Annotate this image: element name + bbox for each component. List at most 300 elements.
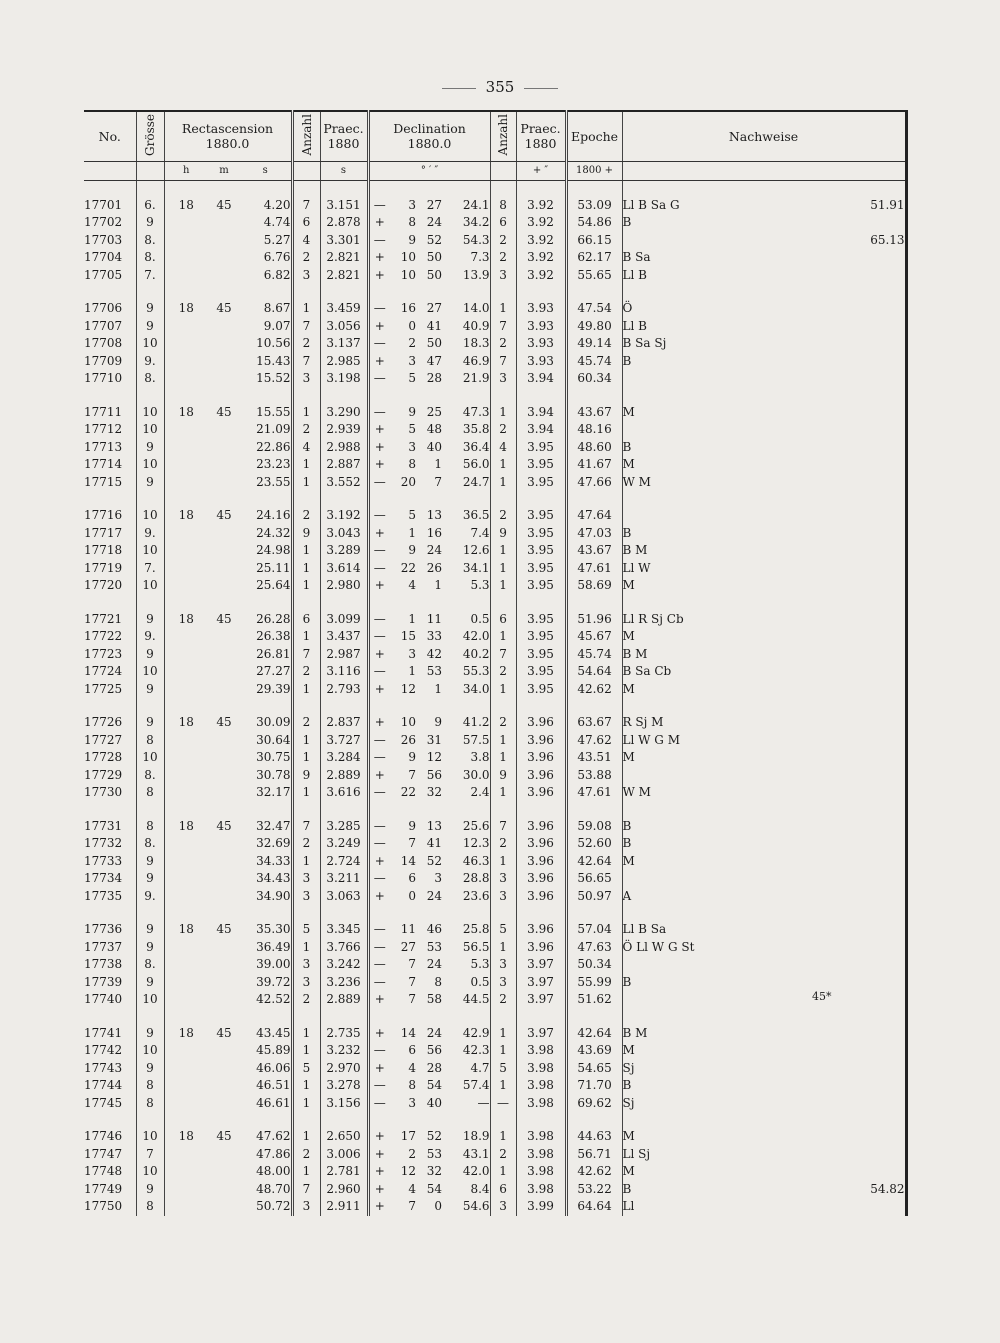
table-row <box>84 560 906 578</box>
star-number-cell: 17711 <box>84 404 123 419</box>
ra-precession-cell: 3.151 <box>320 197 368 215</box>
magnitude-cell: 10 <box>136 1042 164 1060</box>
ra-hours-cell <box>164 646 208 664</box>
decl-seconds-cell: 46.3 <box>462 853 490 868</box>
ra-count-cell: 7 <box>292 353 320 371</box>
star-number-cell: 17709 <box>84 353 123 368</box>
references-cell: W M <box>622 784 792 802</box>
ra-count-cell: 3 <box>292 956 320 974</box>
ra-minutes-cell <box>208 628 240 646</box>
decl-seconds-cell: 46.9 <box>462 353 490 368</box>
references-cell: B <box>622 1181 792 1199</box>
decl-count-cell: 3 <box>490 870 516 888</box>
decl-precession-cell: 3.96 <box>516 853 566 871</box>
magnitude-cell: 9 <box>136 214 164 232</box>
table-row <box>84 249 906 267</box>
extra-note-cell <box>792 370 906 388</box>
epoch-cell: 43.67 <box>566 542 622 560</box>
decl-seconds-cell: — <box>477 1095 490 1110</box>
references-cell: Ll R Sj Cb <box>622 611 792 629</box>
decl-count-cell: 1 <box>490 1128 516 1146</box>
extra-note-cell <box>792 767 906 785</box>
references-cell: Ll B <box>622 318 792 336</box>
ra-precession-cell: 2.878 <box>320 214 368 232</box>
unit-seconds: s <box>240 161 292 180</box>
references-cell: B <box>622 353 792 371</box>
signature-mark: 45* <box>812 990 832 1003</box>
table-row <box>84 421 906 439</box>
decl-sign-cell: + <box>368 525 390 543</box>
decl-sign-cell: + <box>368 456 390 474</box>
decl-precession-cell: 3.98 <box>516 1128 566 1146</box>
decl-seconds-cell: 42.0 <box>462 1164 490 1178</box>
ra-hours-cell <box>164 749 208 767</box>
star-number-cell: 17743 <box>84 1060 123 1075</box>
table-row <box>84 956 906 974</box>
references-cell: B <box>622 214 792 232</box>
decl-minutes-cell: 32 <box>426 785 442 799</box>
magnitude-cell: 9 <box>136 474 164 492</box>
ra-minutes-cell <box>208 542 240 560</box>
references-cell: B <box>622 525 792 543</box>
references-cell: Ö <box>622 300 792 318</box>
decl-count-cell: 1 <box>490 784 516 802</box>
ra-precession-cell: 3.198 <box>320 370 368 388</box>
decl-sign-cell: + <box>368 853 390 871</box>
decl-precession-cell: 3.98 <box>516 1042 566 1060</box>
decl-sign-cell: + <box>368 318 390 336</box>
table-row <box>84 749 906 767</box>
decl-minutes-cell: 52 <box>426 232 442 247</box>
ra-hours-cell <box>164 767 208 785</box>
ra-count-cell: 3 <box>292 888 320 906</box>
extra-note-cell: 65.13 <box>792 232 906 250</box>
decl-precession-cell: 3.96 <box>516 767 566 785</box>
decl-count-cell: 6 <box>490 214 516 232</box>
star-number-cell: 17722 <box>84 629 123 643</box>
decl-precession-cell: 3.92 <box>516 197 566 215</box>
magnitude-cell: 9. <box>136 525 164 543</box>
magnitude-cell: 9 <box>136 611 164 629</box>
references-cell: B <box>622 974 792 992</box>
decl-minutes-cell: 11 <box>426 611 442 626</box>
ra-count-cell: 1 <box>292 1077 320 1095</box>
decl-minutes-cell: 53 <box>426 664 442 678</box>
ra-minutes-cell <box>208 974 240 992</box>
extra-note-cell: 54.82 <box>792 1181 906 1199</box>
star-number-cell: 17710 <box>84 371 123 385</box>
ra-minutes-cell <box>208 474 240 492</box>
decl-degrees-cell: 14 <box>400 853 416 868</box>
decl-count-cell: 7 <box>490 318 516 336</box>
decl-degrees-cell: 9 <box>408 750 416 764</box>
ra-minutes-cell: 45 <box>216 922 232 936</box>
ra-count-cell: 1 <box>292 681 320 699</box>
magnitude-cell: 9 <box>136 1060 164 1078</box>
ra-minutes-cell <box>208 335 240 353</box>
references-cell: R Sj M <box>622 714 792 732</box>
decl-degrees-cell: 5 <box>408 371 416 385</box>
ra-minutes-cell <box>208 681 240 699</box>
references-cell: Ll B Sa G <box>622 197 792 215</box>
ra-seconds-cell: 42.52 <box>256 992 291 1006</box>
decl-minutes-cell: 56 <box>426 767 442 782</box>
star-number-cell: 17717 <box>84 525 123 540</box>
ra-seconds-cell: 43.45 <box>256 1025 291 1040</box>
magnitude-cell: 10 <box>136 991 164 1009</box>
ra-hours-cell <box>164 681 208 699</box>
magnitude-cell: 8. <box>136 767 164 785</box>
ra-count-cell: 1 <box>292 749 320 767</box>
ra-minutes-cell: 45 <box>216 1129 232 1143</box>
decl-degrees-cell: 1 <box>408 525 416 540</box>
table-row <box>84 1163 906 1181</box>
table-row <box>84 318 906 336</box>
star-number-cell: 17707 <box>84 318 123 333</box>
references-cell <box>622 991 792 1009</box>
table-row <box>84 404 906 422</box>
page-number-text: 355 <box>485 78 515 96</box>
decl-count-cell: 1 <box>490 300 516 318</box>
star-number-cell: 17733 <box>84 853 123 868</box>
references-cell: Ll W G M <box>622 732 792 750</box>
group-spacer <box>84 388 906 404</box>
ra-seconds-cell: 48.70 <box>256 1181 291 1196</box>
ra-hours-cell <box>164 318 208 336</box>
ra-hours-cell <box>164 939 208 957</box>
decl-degrees-cell: 8 <box>408 457 416 471</box>
extra-note-cell <box>792 439 906 457</box>
ra-hours-cell <box>164 888 208 906</box>
ra-minutes-cell: 45 <box>216 611 232 626</box>
table-row <box>84 767 906 785</box>
ra-seconds-cell: 46.51 <box>256 1078 291 1092</box>
magnitude-cell: 10 <box>136 577 164 595</box>
ra-count-cell: 1 <box>292 300 320 318</box>
extra-note-cell <box>792 646 906 664</box>
star-number-cell: 17705 <box>84 267 123 282</box>
decl-degrees-cell: 9 <box>408 232 416 247</box>
decl-seconds-cell: 34.1 <box>462 560 490 575</box>
ra-count-cell: 1 <box>292 1163 320 1181</box>
ra-minutes-cell <box>208 784 240 802</box>
decl-degrees-cell: 3 <box>408 197 416 212</box>
extra-note-cell <box>792 939 906 957</box>
star-number-cell: 17703 <box>84 232 123 247</box>
decl-seconds-cell: 42.3 <box>462 1043 490 1057</box>
ra-seconds-cell: 10.56 <box>256 336 291 350</box>
extra-note-cell <box>792 1042 906 1060</box>
ra-minutes-cell: 45 <box>216 508 232 522</box>
decl-count-cell: 1 <box>490 542 516 560</box>
decl-precession-cell: 3.96 <box>516 870 566 888</box>
ra-count-cell: 1 <box>292 404 320 422</box>
decl-count-cell: 1 <box>490 1025 516 1043</box>
decl-sign-cell: — <box>368 974 390 992</box>
ra-count-cell: 3 <box>292 370 320 388</box>
decl-precession-cell: 3.96 <box>516 835 566 853</box>
magnitude-cell: 10 <box>136 421 164 439</box>
decl-minutes-cell: 54 <box>426 1078 442 1092</box>
decl-precession-cell: 3.95 <box>516 577 566 595</box>
epoch-cell: 54.64 <box>566 663 622 681</box>
star-number-cell: 17736 <box>84 922 123 936</box>
magnitude-cell: 9. <box>136 888 164 906</box>
ra-seconds-cell: 47.62 <box>256 1129 291 1143</box>
references-cell: Sj <box>622 1060 792 1078</box>
ra-hours-cell: 18 <box>164 714 208 732</box>
magnitude-cell: 10 <box>136 749 164 767</box>
magnitude-cell: 9 <box>136 974 164 992</box>
epoch-cell: 52.60 <box>566 835 622 853</box>
ra-minutes-cell <box>208 1198 240 1216</box>
decl-precession-cell: 3.99 <box>516 1198 566 1216</box>
decl-degrees-cell: 8 <box>408 215 416 229</box>
extra-note-cell <box>792 714 906 732</box>
decl-precession-cell: 3.98 <box>516 1077 566 1095</box>
ra-count-cell: 1 <box>292 456 320 474</box>
magnitude-cell: 10 <box>136 507 164 525</box>
extra-note-cell <box>792 560 906 578</box>
decl-minutes-cell: 47 <box>426 353 442 368</box>
decl-seconds-cell: 2.4 <box>470 785 490 799</box>
epoch-cell: 47.66 <box>566 474 622 492</box>
ra-minutes-cell <box>208 1181 240 1199</box>
decl-precession-cell: 3.95 <box>516 542 566 560</box>
decl-sign-cell: + <box>368 1128 390 1146</box>
ra-minutes-cell <box>208 318 240 336</box>
references-cell <box>622 421 792 439</box>
ra-precession-cell: 3.278 <box>320 1077 368 1095</box>
group-spacer <box>84 1112 906 1128</box>
decl-precession-cell: 3.95 <box>516 681 566 699</box>
header-declination: Declination 1880.0 <box>368 111 490 161</box>
table-row <box>84 1025 906 1043</box>
ra-precession-cell: 3.727 <box>320 732 368 750</box>
star-number-cell: 17728 <box>84 750 123 764</box>
ra-precession-cell: 3.043 <box>320 525 368 543</box>
references-cell: B <box>622 1077 792 1095</box>
references-cell: M <box>622 1042 792 1060</box>
group-spacer <box>84 491 906 507</box>
magnitude-cell: 7. <box>136 267 164 285</box>
decl-precession-cell: 3.96 <box>516 939 566 957</box>
unit-minutes: m <box>208 161 240 180</box>
extra-note-cell <box>792 577 906 595</box>
decl-seconds-cell: 56.5 <box>462 939 490 954</box>
ra-hours-cell <box>164 1181 208 1199</box>
decl-degrees-cell: 10 <box>400 267 416 282</box>
decl-degrees-cell: 12 <box>400 1164 416 1178</box>
table-row <box>84 991 906 1009</box>
epoch-cell: 47.03 <box>566 525 622 543</box>
ra-precession-cell: 2.793 <box>320 681 368 699</box>
ra-seconds-cell: 29.39 <box>256 681 291 696</box>
decl-precession-cell: 3.92 <box>516 249 566 267</box>
epoch-cell: 63.67 <box>566 714 622 732</box>
decl-count-cell: 2 <box>490 335 516 353</box>
epoch-cell: 47.61 <box>566 560 622 578</box>
decl-minutes-cell: 26 <box>426 560 442 575</box>
magnitude-cell: 8. <box>136 835 164 853</box>
magnitude-cell: 10 <box>136 404 164 422</box>
decl-sign-cell: — <box>368 784 390 802</box>
table-row <box>84 542 906 560</box>
decl-seconds-cell: 23.6 <box>462 888 490 903</box>
ra-seconds-cell: 39.72 <box>256 974 291 989</box>
ra-precession-cell: 3.459 <box>320 300 368 318</box>
epoch-cell: 45.74 <box>566 353 622 371</box>
group-spacer <box>84 180 906 197</box>
ra-minutes-cell: 45 <box>216 1025 232 1040</box>
ra-seconds-cell: 26.38 <box>256 629 291 643</box>
star-number-cell: 17715 <box>84 474 123 489</box>
ra-hours-cell <box>164 1163 208 1181</box>
decl-degrees-cell: 7 <box>408 767 416 782</box>
ra-count-cell: 5 <box>292 1060 320 1078</box>
references-cell: B Sa Sj <box>622 335 792 353</box>
decl-degrees-cell: 22 <box>400 785 416 799</box>
star-number-cell: 17746 <box>84 1129 123 1143</box>
table-row <box>84 1077 906 1095</box>
ra-minutes-cell <box>208 663 240 681</box>
ra-minutes-cell <box>208 1095 240 1113</box>
ra-minutes-cell <box>208 232 240 250</box>
decl-precession-cell: 3.93 <box>516 353 566 371</box>
decl-precession-cell: 3.95 <box>516 628 566 646</box>
decl-seconds-cell: 12.6 <box>462 543 490 557</box>
ra-seconds-cell: 25.11 <box>256 560 291 575</box>
decl-degrees-cell: 7 <box>408 992 416 1006</box>
star-number-cell: 17723 <box>84 646 123 661</box>
decl-degrees-cell: 10 <box>400 715 416 729</box>
decl-precession-cell: 3.95 <box>516 525 566 543</box>
ra-seconds-cell: 30.64 <box>256 732 291 747</box>
extra-note-cell <box>792 749 906 767</box>
extra-note-cell <box>792 1128 906 1146</box>
decl-sign-cell: — <box>368 939 390 957</box>
star-number-cell: 17739 <box>84 974 123 989</box>
references-cell: M <box>622 1163 792 1181</box>
references-cell <box>622 507 792 525</box>
decl-count-cell: 1 <box>490 474 516 492</box>
decl-seconds-cell: 7.3 <box>470 250 490 264</box>
epoch-cell: 43.67 <box>566 404 622 422</box>
references-cell <box>622 232 792 250</box>
ra-hours-cell <box>164 1146 208 1164</box>
decl-minutes-cell: 25 <box>426 404 442 419</box>
decl-minutes-cell: 16 <box>426 525 442 540</box>
ra-count-cell: 7 <box>292 646 320 664</box>
extra-note-cell <box>792 507 906 525</box>
extra-note-cell <box>792 991 906 1009</box>
ra-seconds-cell: 23.55 <box>256 474 291 489</box>
ra-seconds-cell: 39.00 <box>256 957 291 971</box>
table-row <box>84 784 906 802</box>
ra-precession-cell: 2.781 <box>320 1163 368 1181</box>
ra-precession-cell: 2.985 <box>320 353 368 371</box>
magnitude-cell: 9 <box>136 939 164 957</box>
ra-hours-cell <box>164 1077 208 1095</box>
extra-note-cell <box>792 956 906 974</box>
star-number-cell: 17716 <box>84 508 123 522</box>
magnitude-cell: 8. <box>136 370 164 388</box>
ra-count-cell: 1 <box>292 732 320 750</box>
ra-minutes-cell: 45 <box>216 715 232 729</box>
decl-precession-cell: 3.97 <box>516 991 566 1009</box>
decl-sign-cell: — <box>368 921 390 939</box>
ra-hours-cell <box>164 974 208 992</box>
epoch-cell: 42.62 <box>566 1163 622 1181</box>
decl-precession-cell: 3.95 <box>516 456 566 474</box>
decl-degrees-cell: 10 <box>400 250 416 264</box>
decl-minutes-cell: 31 <box>426 732 442 747</box>
decl-degrees-cell: 6 <box>408 1043 416 1057</box>
decl-seconds-cell: 42.0 <box>462 629 490 643</box>
star-number-cell: 17727 <box>84 732 123 747</box>
decl-degrees-cell: 2 <box>408 336 416 350</box>
table-row <box>84 439 906 457</box>
ra-minutes-cell <box>208 577 240 595</box>
decl-precession-cell: 3.97 <box>516 974 566 992</box>
ra-minutes-cell <box>208 888 240 906</box>
magnitude-cell: 10 <box>136 1163 164 1181</box>
ra-seconds-cell: 46.06 <box>256 1060 291 1075</box>
star-number-cell: 17744 <box>84 1078 123 1092</box>
decl-seconds-cell: 57.5 <box>462 732 490 747</box>
ra-precession-cell: 2.837 <box>320 714 368 732</box>
ra-hours-cell <box>164 335 208 353</box>
decl-minutes-cell: 12 <box>426 750 442 764</box>
epoch-cell: 47.64 <box>566 507 622 525</box>
decl-minutes-cell: 33 <box>426 629 442 643</box>
ra-precession-cell: 2.987 <box>320 646 368 664</box>
ra-precession-cell: 2.970 <box>320 1060 368 1078</box>
magnitude-cell: 8 <box>136 818 164 836</box>
ra-hours-cell <box>164 474 208 492</box>
ra-precession-cell: 3.289 <box>320 542 368 560</box>
references-cell: B <box>622 439 792 457</box>
decl-degrees-cell: 7 <box>408 1199 416 1213</box>
decl-count-cell: 5 <box>490 921 516 939</box>
decl-minutes-cell: 50 <box>426 250 442 264</box>
decl-sign-cell: — <box>368 732 390 750</box>
references-cell: A <box>622 888 792 906</box>
epoch-cell: 45.67 <box>566 628 622 646</box>
star-number-cell: 17738 <box>84 957 123 971</box>
decl-minutes-cell: 42 <box>426 646 442 661</box>
decl-precession-cell: 3.93 <box>516 300 566 318</box>
decl-sign-cell: — <box>368 335 390 353</box>
ra-hours-cell <box>164 456 208 474</box>
table-row <box>84 267 906 285</box>
decl-precession-cell: 3.94 <box>516 404 566 422</box>
extra-note-cell <box>792 1198 906 1216</box>
decl-minutes-cell: 3 <box>434 871 442 885</box>
decl-seconds-cell: 12.3 <box>462 836 490 850</box>
decl-seconds-cell: 7.4 <box>470 525 490 540</box>
ra-precession-cell: 2.821 <box>320 249 368 267</box>
ra-hours-cell <box>164 439 208 457</box>
decl-precession-cell: 3.96 <box>516 714 566 732</box>
ra-hours-cell: 18 <box>164 611 208 629</box>
table-row <box>84 818 906 836</box>
unit-decl: ° ′ ″ <box>368 161 490 180</box>
decl-count-cell: 2 <box>490 714 516 732</box>
ra-minutes-cell <box>208 767 240 785</box>
ra-minutes-cell <box>208 646 240 664</box>
decl-precession-cell: 3.95 <box>516 560 566 578</box>
